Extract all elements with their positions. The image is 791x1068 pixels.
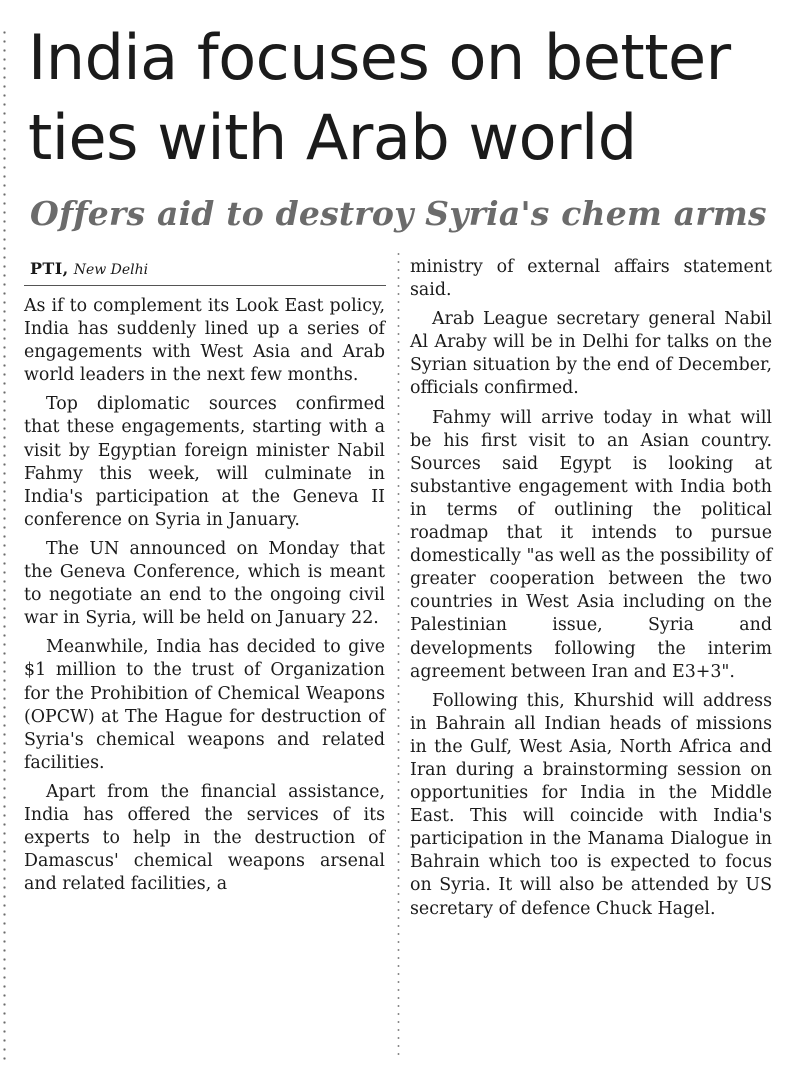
byline-place: New Delhi	[73, 262, 149, 278]
article-column-left	[24, 295, 385, 896]
paragraph: Following this, Khurshid will address in Bahrain all Indian heads of missions in the Gulf, West Asia, North Africa and Iran during a brainstorming session on opportunities for India in the Middle East. This will coincide with India's participation in the Manama Dialogue in Bahrain which too is expected to focus on Syria. It will also be attended by US secretary of defence Chuck Hagel.	[410, 690, 772, 919]
headline	[28, 18, 788, 178]
paragraph: Top diplomatic sources confirmed that these engagements, starting with a visit by Egyptian foreign minister Nabil Fahmy this week, will culminate in India's participation at the Geneva II conference on Syria in January.	[24, 394, 385, 530]
paragraph: Fahmy will arrive today in what will be his first visit to an Asian country. Sources said Egypt is looking at substantive engagement with India both in terms of outlining the political roadmap that it intends to pursue domestically "as well as the possibility of greater cooperation between the two countries in West Asia including on the Palestinian issue, Syria and developments following the interim agreement between Iran and E3+3".	[410, 407, 773, 682]
byline-agency: PTI,	[30, 259, 69, 278]
headline-line-1: India focuses on better	[28, 21, 731, 94]
column-divider	[397, 250, 400, 1058]
headline-line-2: ties with Arab world	[28, 101, 637, 174]
byline-rule	[24, 285, 386, 286]
paragraph: ministry of external affairs statement said.	[410, 257, 772, 301]
article-column-right	[410, 256, 772, 921]
byline	[30, 258, 390, 281]
paragraph: As if to complement its Look East policy, India has suddenly lined up a series of engagements with West Asia and Arab world leaders in the next few months.	[24, 296, 385, 386]
paragraph: Apart from the financial assistance, India has offered the services of its experts to help in the destruction of Damascus' chemical weapons arsenal and related facilities, a	[24, 781, 385, 895]
paragraph: The UN announced on Monday that the Geneva Conference, which is meant to negotiate an end to the ongoing civil war in Syria, will be held on January 22.	[24, 538, 385, 629]
subheadline: Offers aid to destroy Syria's chem arms	[30, 194, 767, 233]
paragraph: Meanwhile, India has decided to give $1 million to the trust of Organization for the Prohibition of Chemical Weapons (OPCW) at The Hague for destruction of Syria's chemical weapons and related facilities.	[24, 637, 385, 773]
paragraph: Arab League secretary general Nabil Al Araby will be in Delhi for talks on the Syrian situation by the end of December, officials confirmed.	[410, 309, 772, 399]
left-dotted-border	[3, 28, 6, 1062]
